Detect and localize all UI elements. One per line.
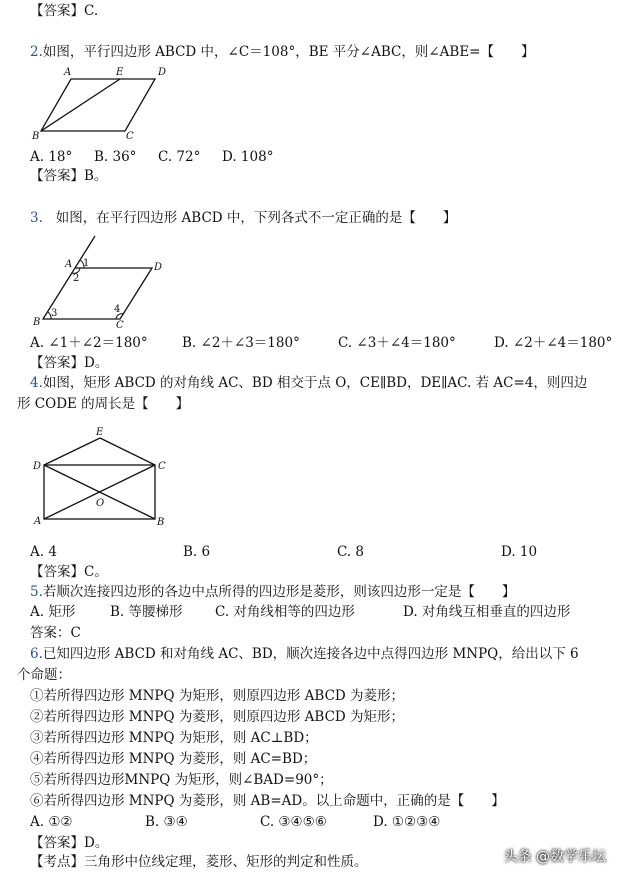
q2-number: 2.	[30, 44, 43, 60]
q2-option-d: D. 108°	[222, 149, 274, 165]
q4-option-d: D. 10	[501, 544, 538, 560]
q5-stem-line	[30, 583, 515, 601]
q6-stem-1: 已知四边形 ABCD 和对角线 AC、BD，顺次连接各边中点得四边形 MNPQ，给出以下 6	[42, 646, 579, 662]
q3-label-b: B	[33, 317, 41, 328]
q2-label-a: A	[64, 67, 72, 78]
q3-number: 3.	[30, 210, 43, 226]
q4-label-e: E	[96, 427, 104, 438]
q6-prop-5: ⑤若所得四边形MNPQ 为矩形，则∠BAD=90°；	[30, 772, 333, 788]
q3-option-d: D. ∠2＋∠4＝180°	[494, 335, 613, 351]
q5-option-d: D. 对角线互相垂直的四边形	[403, 604, 571, 620]
q6-answer: 【答案】D。	[30, 835, 109, 851]
q6-prop-3: ③若所得四边形 MNPQ 为矩形，则 AC⊥BD；	[30, 730, 318, 746]
q2-label-e: E	[116, 67, 124, 78]
q4-label-c: C	[158, 461, 166, 472]
q3-parallelogram-abcd	[43, 268, 152, 319]
q3-label-c: C	[116, 320, 124, 328]
q2-answer: 【答案】B。	[30, 168, 108, 184]
q4-label-d: D	[33, 461, 42, 472]
q5-options	[30, 603, 570, 621]
q2-stem: 如图，平行四边形 ABCD 中，∠C＝108°，BE 平分∠ABC，则∠ABE=【 】	[42, 44, 535, 60]
q4-option-c: C. 8	[337, 544, 365, 560]
q6-prop-6: ⑥若所得四边形 MNPQ 为菱形，则 AB=AD。以上命题中，正确的是【 】	[30, 793, 505, 809]
q2-label-d: D	[158, 67, 167, 78]
q5-option-c: C. 对角线相等的四边形	[215, 604, 355, 620]
q6-option-a: A. ①②	[30, 814, 73, 830]
q4-segment-de	[44, 438, 100, 465]
q2-segment-be	[41, 79, 120, 131]
q4-segment-ce	[100, 438, 155, 465]
q2-option-a: A. 18°	[30, 149, 73, 165]
q4-stem-line1	[30, 374, 587, 392]
q6-options	[30, 813, 440, 831]
q2-options	[30, 148, 273, 166]
q6-stem-line2: 个命题：	[17, 667, 71, 683]
q4-rectangle-figure	[30, 424, 180, 530]
q5-option-a: A. 矩形	[30, 604, 76, 620]
q3-answer: 【答案】D。	[30, 355, 109, 371]
q3-label-3: 3	[51, 308, 58, 319]
q3-label-d: D	[154, 262, 163, 273]
q4-label-o: O	[96, 498, 105, 509]
q5-stem: 若顺次连接四边形的各边中点所得的四边形是菱形，则该四边形一定是【 】	[42, 584, 516, 600]
q6-prop-2: ②若所得四边形 MNPQ 为菱形，则原四边形 ABCD 为矩形；	[30, 709, 405, 725]
q4-stem-1: 如图，矩形 ABCD 的对角线 AC、BD 相交于点 O，CE∥BD，DE∥AC. 若 AC=4，则四边	[42, 375, 588, 391]
q6-prop-1: ①若所得四边形 MNPQ 为矩形，则原四边形 ABCD 为菱形；	[30, 688, 405, 704]
q4-options	[30, 543, 537, 561]
q6-prop-4: ④若所得四边形 MNPQ 为菱形，则 AC=BD；	[30, 751, 317, 767]
q6-stem-line1	[30, 645, 579, 663]
q6-kaodian: 【考点】三角形中位线定理，菱形、矩形的判定和性质。	[30, 854, 368, 870]
watermark: 头条 @数学乐坛	[503, 849, 606, 865]
q3-label-2: 2	[73, 273, 80, 284]
q3-label-a: A	[65, 259, 73, 270]
q5-option-b: B. 等腰梯形	[110, 604, 183, 620]
q3-option-c: C. ∠3＋∠4＝180°	[338, 335, 456, 351]
q6-option-d: D. ①②③④	[373, 814, 441, 830]
q4-answer: 【答案】C。	[30, 564, 108, 580]
q6-option-b: B. ③④	[145, 814, 188, 830]
q3-stem-line	[30, 209, 456, 227]
q2-label-b: B	[32, 131, 40, 142]
q4-label-b: B	[157, 517, 165, 528]
q5-number: 5.	[30, 584, 43, 600]
q2-label-c: C	[126, 131, 134, 142]
q5-answer: 答案：C	[30, 625, 81, 641]
q4-number: 4.	[30, 375, 43, 391]
q4-option-b: B. 6	[183, 544, 211, 560]
q4-stem-line2: 形 CODE 的周长是【 】	[17, 396, 190, 412]
q3-parallelogram-figure	[28, 232, 178, 328]
q2-parallelogram-abcd	[41, 79, 155, 131]
q3-stem: 如图，在平行四边形 ABCD 中，下列各式不一定正确的是【 】	[55, 210, 457, 226]
q1-answer: 【答案】C.	[30, 3, 99, 19]
q3-options	[30, 334, 612, 352]
q2-option-b: B. 36°	[94, 149, 137, 165]
q2-option-c: C. 72°	[158, 149, 201, 165]
q2-parallelogram-figure	[28, 64, 178, 142]
q3-label-4: 4	[114, 304, 121, 315]
q2-stem-line	[30, 43, 534, 61]
q3-label-1: 1	[83, 258, 90, 269]
q6-number: 6.	[30, 646, 43, 662]
q3-option-a: A. ∠1＋∠2＝180°	[30, 335, 148, 351]
q6-option-c: C. ③④⑤⑥	[260, 814, 327, 830]
q4-option-a: A. 4	[30, 544, 57, 560]
q4-label-a: A	[34, 516, 42, 527]
q3-option-b: B. ∠2＋∠3＝180°	[182, 335, 300, 351]
